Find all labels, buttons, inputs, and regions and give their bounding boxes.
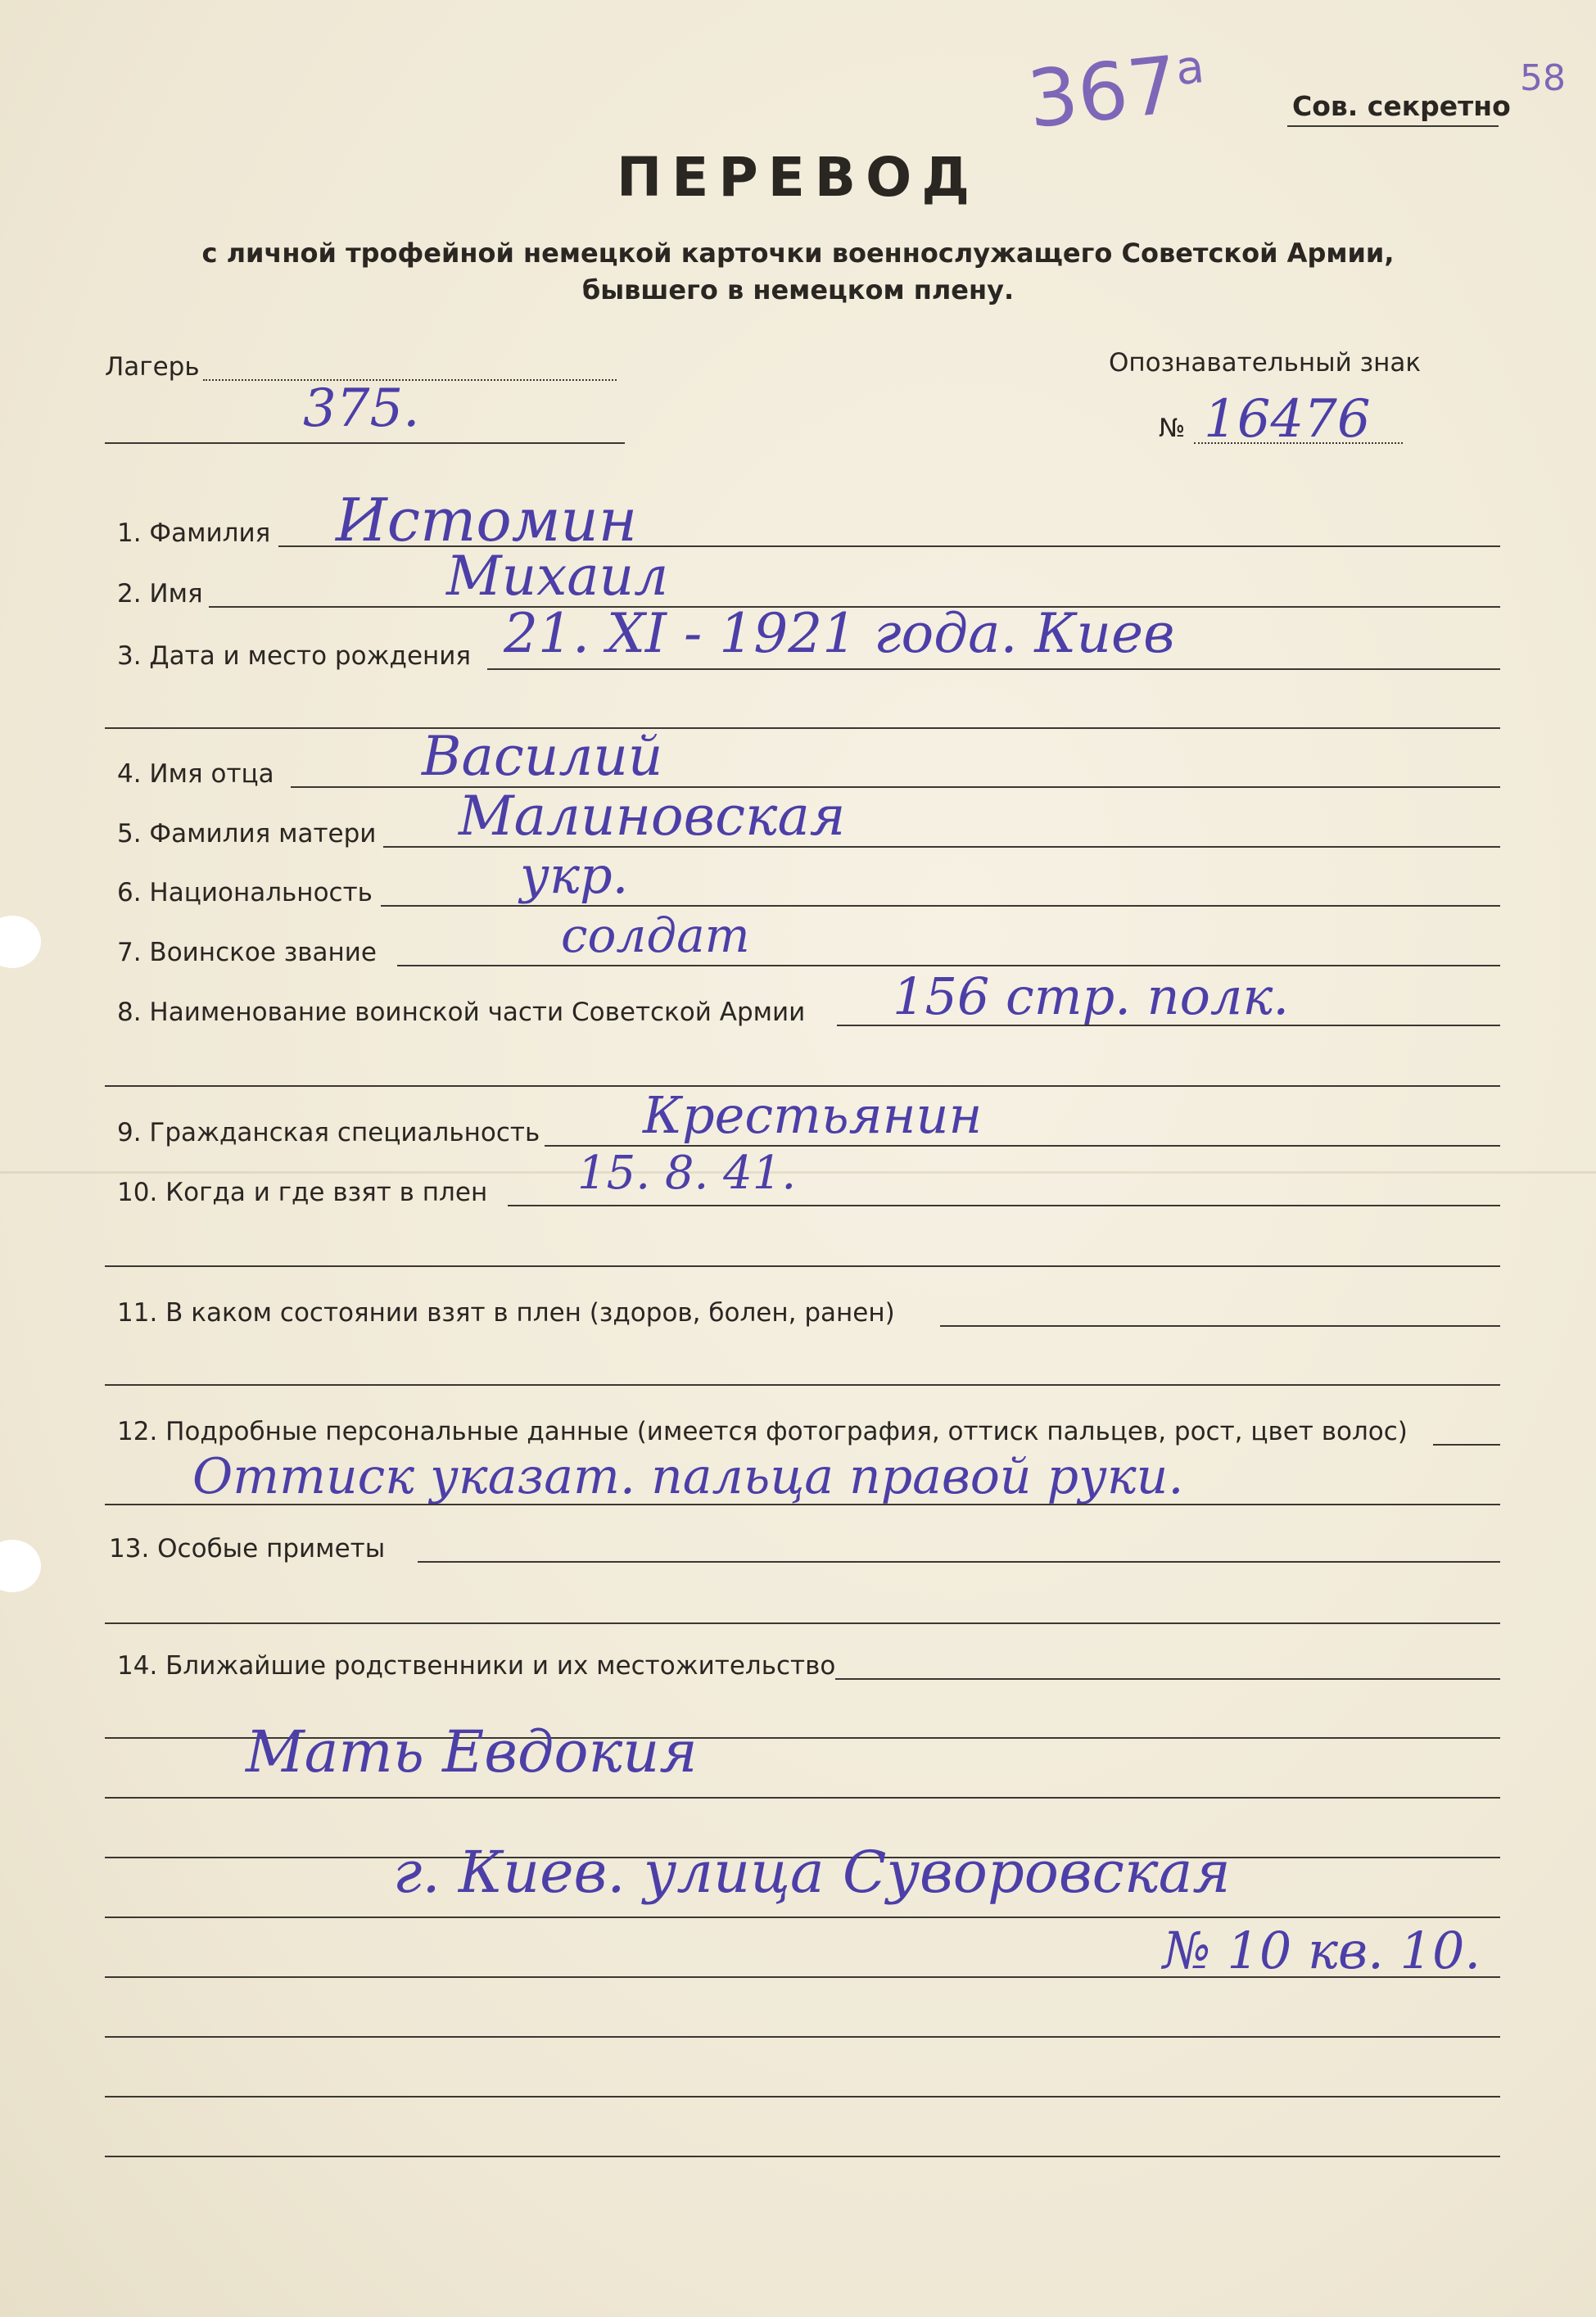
- field-7-value: солдат: [561, 907, 750, 963]
- field-1-value: Истомин: [336, 486, 638, 554]
- relatives-line-1: Мать Евдокия: [246, 1718, 698, 1785]
- field-9-label: 9. Гражданская специальность: [117, 1118, 540, 1147]
- relatives-line-3: № 10 кв. 10.: [1163, 1921, 1481, 1980]
- field-6-value: укр.: [520, 845, 629, 905]
- ruled-line: [105, 1797, 1500, 1799]
- classification-underline: [1287, 125, 1499, 127]
- camp-label: Лагерь: [105, 352, 200, 382]
- classification-stamp: Сов. секретно: [1292, 90, 1511, 122]
- field-12-label: 12. Подробные персональные данные (имеется фотография, оттиск пальцев, рост, цвет волос): [117, 1417, 1408, 1446]
- field-13-line: [418, 1561, 1500, 1563]
- field-3-line-2: [105, 727, 1500, 729]
- field-2-label: 2. Имя: [117, 579, 203, 609]
- document-title: ПЕРЕВОД: [617, 146, 979, 209]
- ruled-line: [105, 2156, 1500, 2157]
- camp-value: 375.: [303, 378, 420, 439]
- field-14-line: [835, 1678, 1500, 1680]
- field-8-value: 156 стр. полк.: [893, 966, 1290, 1026]
- field-13-line-2: [105, 1622, 1500, 1624]
- ruled-line: [105, 1917, 1500, 1918]
- field-7-label: 7. Воинское звание: [117, 938, 377, 967]
- field-3-line: [487, 668, 1500, 670]
- field-5-label: 5. Фамилия матери: [117, 819, 377, 849]
- ruled-line: [105, 2036, 1500, 2038]
- archive-number-suffix: а: [1173, 39, 1207, 97]
- field-3-value: 21. XI - 1921 года. Киев: [504, 602, 1175, 665]
- page-number: 58: [1520, 57, 1566, 99]
- field-11-line-2: [105, 1384, 1500, 1386]
- punch-hole: [0, 1540, 41, 1592]
- field-12-line-2: [105, 1504, 1500, 1505]
- field-13-label: 13. Особые приметы: [109, 1534, 386, 1564]
- paper-fold: [0, 1171, 1596, 1174]
- field-10-line-2: [105, 1265, 1500, 1267]
- field-10-value: 15. 8. 41.: [577, 1147, 797, 1200]
- ident-no-label: №: [1159, 414, 1186, 443]
- field-10-label: 10. Когда и где взят в плен: [117, 1178, 488, 1207]
- subtitle-line-1: с личной трофейной немецкой карточки военнослужащего Советской Армии,: [201, 238, 1395, 269]
- field-11-label: 11. В каком состоянии взят в плен (здоров, болен, ранен): [117, 1298, 895, 1328]
- camp-line-2: [105, 442, 625, 444]
- relatives-line-2: г. Киев. улица Суворовская: [393, 1839, 1231, 1906]
- ident-label: Опознавательный знак: [1109, 348, 1422, 378]
- field-8-label: 8. Наименование воинской части Советской Армии: [117, 998, 806, 1027]
- field-3-label: 3. Дата и место рождения: [117, 641, 472, 671]
- field-12-value: Оттиск указат. пальца правой руки.: [192, 1448, 1184, 1505]
- field-12-line: [1433, 1444, 1500, 1446]
- punch-hole: [0, 916, 41, 968]
- field-9-value: Крестьянин: [643, 1085, 983, 1145]
- ruled-line: [105, 2096, 1500, 2098]
- field-4-label: 4. Имя отца: [117, 759, 274, 789]
- field-6-line: [381, 905, 1500, 907]
- field-11-line: [940, 1325, 1500, 1327]
- field-14-label: 14. Ближайшие родственники и их местожительство: [117, 1651, 836, 1681]
- field-4-value: Василий: [422, 725, 663, 788]
- field-5-value: Малиновская: [459, 785, 846, 848]
- archive-number: [1024, 36, 1210, 146]
- archive-number-digits: 367: [1023, 38, 1182, 147]
- field-1-label: 1. Фамилия: [117, 518, 271, 548]
- subtitle-line-2: бывшего в немецком плену.: [581, 274, 1015, 305]
- field-6-label: 6. Национальность: [117, 878, 373, 907]
- ident-value: 16476: [1204, 389, 1371, 450]
- field-10-line: [508, 1205, 1500, 1206]
- field-2-value: Михаил: [446, 545, 669, 608]
